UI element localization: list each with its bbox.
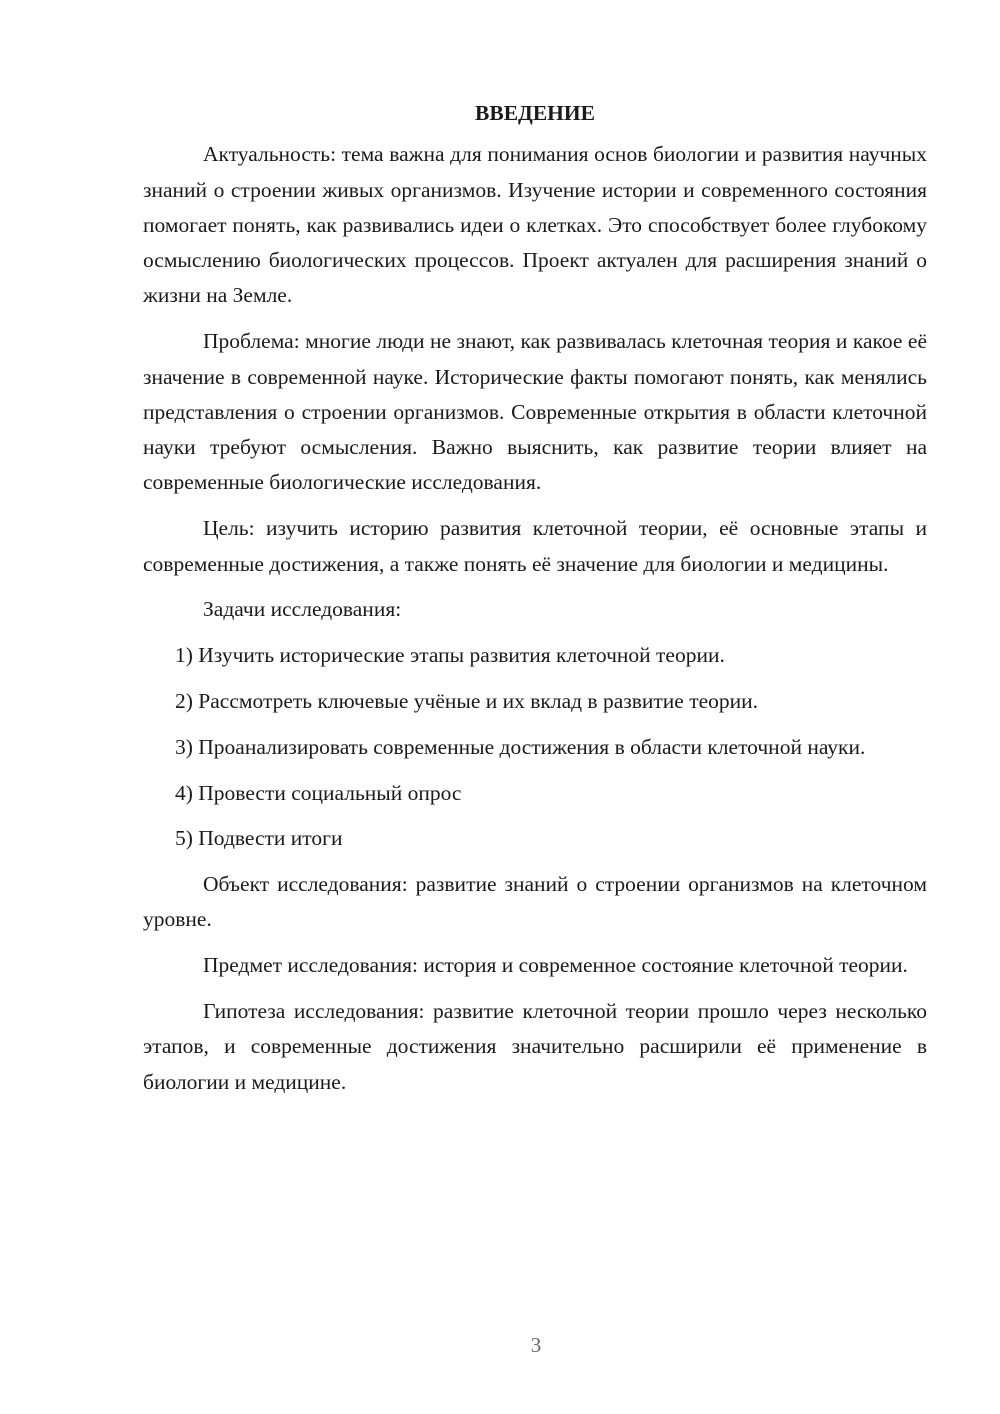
subject-paragraph: Предмет исследования: история и современное состояние клеточной теории. <box>203 953 908 978</box>
tasks-heading: Задачи исследования: <box>203 597 402 622</box>
task-item: 1) Изучить исторические этапы развития клеточной теории. <box>175 643 725 668</box>
hypothesis-paragraph: Гипотеза исследования: развитие клеточной теории прошло через несколько этапов, и современные достижения значительно расширили её применение в биологии и медицине. <box>143 999 927 1094</box>
problem-paragraph: Проблема: многие люди не знают, как развивалась клеточная теория и какое её значение в современной науке. Исторические факты помогают понять, как менялись представления о строении организмов. Современные открытия в области клеточной науки требуют осмысления. Важно выяснить, как развитие теории влияет на современные биологические исследования. <box>143 329 927 495</box>
task-item: 2) Рассмотреть ключевые учёные и их вклад в развитие теории. <box>175 688 759 713</box>
goal-paragraph: Цель: изучить историю развития клеточной теории, её основные этапы и современные достижения, а также понять её значение для биологии и медицины. <box>143 516 927 576</box>
task-item: 3) Проанализировать современные достижения в области клеточной науки. <box>175 734 866 759</box>
relevance-paragraph: Актуальность: тема важна для понимания основ биологии и развития научных знаний о строении живых организмов. Изучение истории и современного состояния помогает понять, как развивались идеи о клетках. Это способствует более глубокому осмыслению биологических процессов. Проект актуален для расширения знаний о жизни на Земле. <box>143 142 927 308</box>
task-item: 4) Провести социальный опрос <box>175 780 462 805</box>
page-content <box>143 96 927 1110</box>
task-item: 5) Подвести итоги <box>175 826 343 851</box>
page-title: ВВЕДЕНИЕ <box>475 101 595 125</box>
page-number: 3 <box>530 1333 542 1357</box>
object-paragraph: Объект исследования: развитие знаний о строении организмов на клеточном уровне. <box>143 872 927 932</box>
